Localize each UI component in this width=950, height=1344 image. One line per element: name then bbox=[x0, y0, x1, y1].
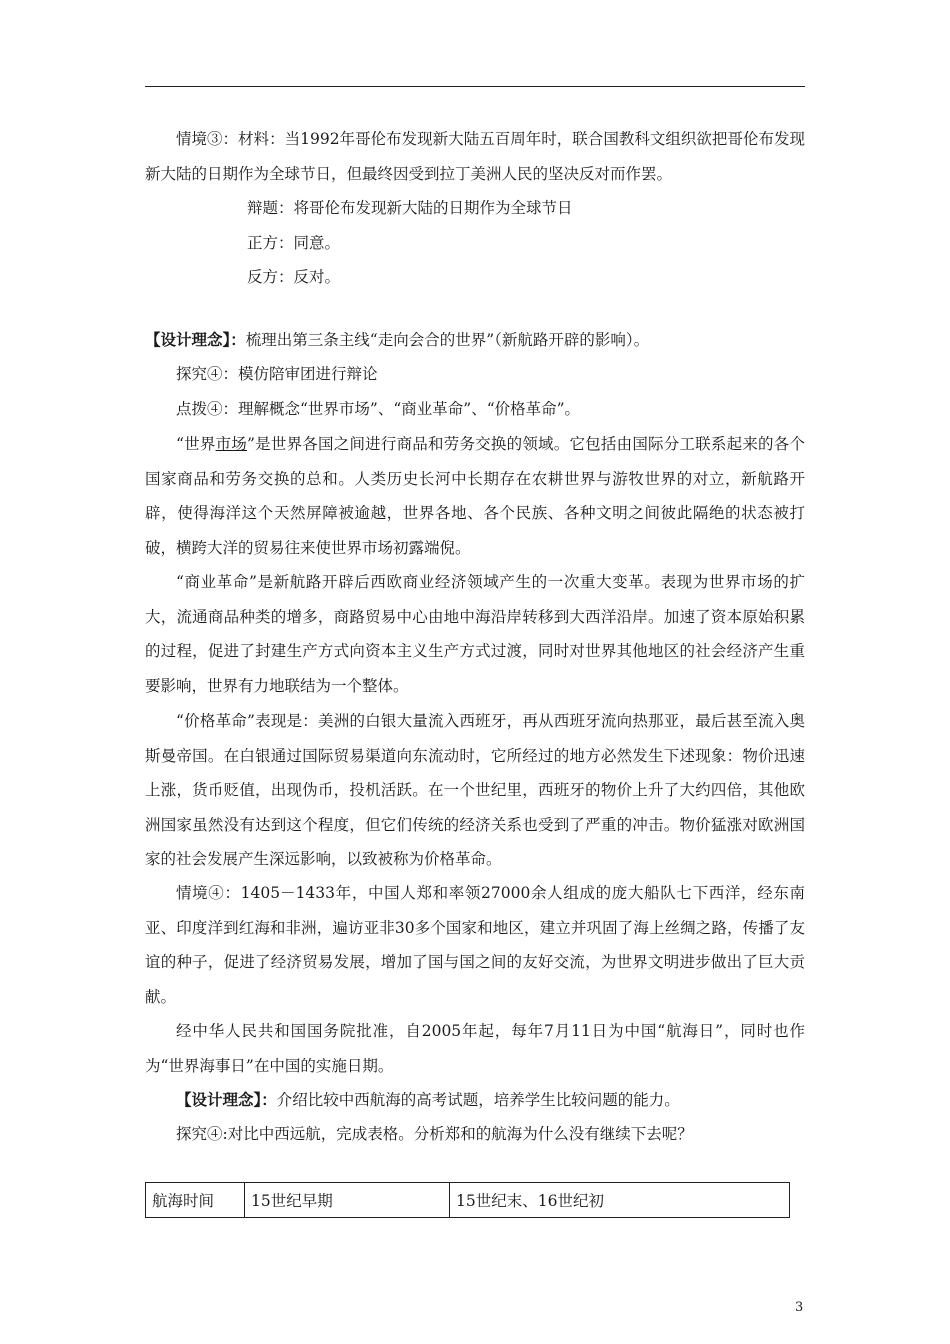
table-cell-east: 15世纪早期 bbox=[245, 1183, 450, 1218]
inquiry-4-debate: 探究④：模仿陪审团进行辩论 bbox=[176, 365, 378, 383]
design-concept-2 bbox=[145, 1083, 805, 1118]
design-concept-text: 梳理出第三条主线“走向会合的世界”（新航路开辟的影响）。 bbox=[245, 331, 650, 349]
world-market-open: “世界 bbox=[176, 435, 216, 453]
world-market-underlined: 市场 bbox=[215, 435, 248, 453]
design-concept-text-2: 介绍比较中西航海的高考试题，培养学生比较问题的能力。 bbox=[276, 1091, 680, 1109]
header-rule bbox=[145, 86, 805, 87]
scenario-3-material: 情境③：材料：当1992年哥伦布发现新大陆五百周年时，联合国教科文组织欲把哥伦布发现新大陆的日期作为全球节日，但最终因受到拉丁美洲人民的坚决反对而作罢。 bbox=[145, 130, 805, 183]
page-number: 3 bbox=[795, 1300, 804, 1315]
maritime-day-paragraph: 经中华人民共和国国务院批准，自2005年起，每年7月11日为中国“航海日”，同时也作为“世界海事日”在中国的实施日期。 bbox=[145, 1022, 805, 1075]
design-concept-label: 【设计理念】： bbox=[145, 330, 246, 349]
scenario-4-zhenghe: 情境④：1405－1433年，中国人郑和率领27000余人组成的庞大船队七下西洋，经东南亚、印度洋到红海和非洲，遍访亚非30多个国家和地区，建立并巩固了海上丝绸之路，传播了友谊的种子，促进了经济贸易发展，增加了国与国之间的友好交流，为世界文明进步做出了巨大贡献。 bbox=[145, 884, 805, 1006]
affirmative-side: 正方：同意。 bbox=[247, 234, 341, 252]
table-cell-west: 15世纪末、16世纪初 bbox=[450, 1183, 790, 1218]
hint-4: 点拨④：理解概念“世界市场”、“商业革命”、“价格革命”。 bbox=[176, 400, 581, 418]
inquiry-4-compare: 探究④:对比中西远航，完成表格。分析郑和的航海为什么没有继续下去呢？ bbox=[176, 1125, 693, 1143]
world-market-rest: ”是世界各国之间进行商品和劳务交换的领域。它包括由国际分工联系起来的各个国家商品和劳务交换的总和。人类历史长河中长期存在农耕世界与游牧世界的对立，新航路开辟，使得海洋这个天然屏障被逾越，世界各地、各个民族、各种文明之间彼此隔绝的状态被打破，横跨大洋的贸易往来使世界市场初露端倪。 bbox=[145, 435, 805, 557]
commercial-revolution-paragraph: “商业革命”是新航路开辟后西欧商业经济领域产生的一次重大变革。表现为世界市场的扩大，流通商品种类的增多，商路贸易中心由地中海沿岸转移到大西洋沿岸。加速了资本原始积累的过程，促进了封建生产方式向资本主义生产方式过渡，同时对世界其他地区的社会经济产生重要影响，世界有力地联结为一个整体。 bbox=[145, 573, 805, 695]
world-market-paragraph bbox=[145, 427, 805, 565]
design-concept-label-2: 【设计理念】： bbox=[176, 1090, 277, 1109]
design-concept-1 bbox=[145, 323, 805, 358]
table-cell-header: 航海时间 bbox=[146, 1183, 245, 1218]
table-row bbox=[146, 1183, 790, 1218]
debate-topic: 辩题：将哥伦布发现新大陆的日期作为全球节日 bbox=[247, 199, 573, 217]
voyage-comparison-table bbox=[145, 1182, 790, 1218]
price-revolution-paragraph: “价格革命”表现是：美洲的白银大量流入西班牙，再从西班牙流向热那亚，最后甚至流入奥斯曼帝国。在白银通过国际贸易渠道向东流动时，它所经过的地方必然发生下述现象：物价迅速上涨，货币贬值，出现伪币，投机活跃。在一个世纪里，西班牙的物价上升了大约四倍，其他欧洲国家虽然没有达到这个程度，但它们传统的经济关系也受到了严重的冲击。物价猛涨对欧洲国家的社会发展产生深远影响，以致被称为价格革命。 bbox=[145, 712, 805, 868]
negative-side: 反方：反对。 bbox=[247, 268, 341, 286]
